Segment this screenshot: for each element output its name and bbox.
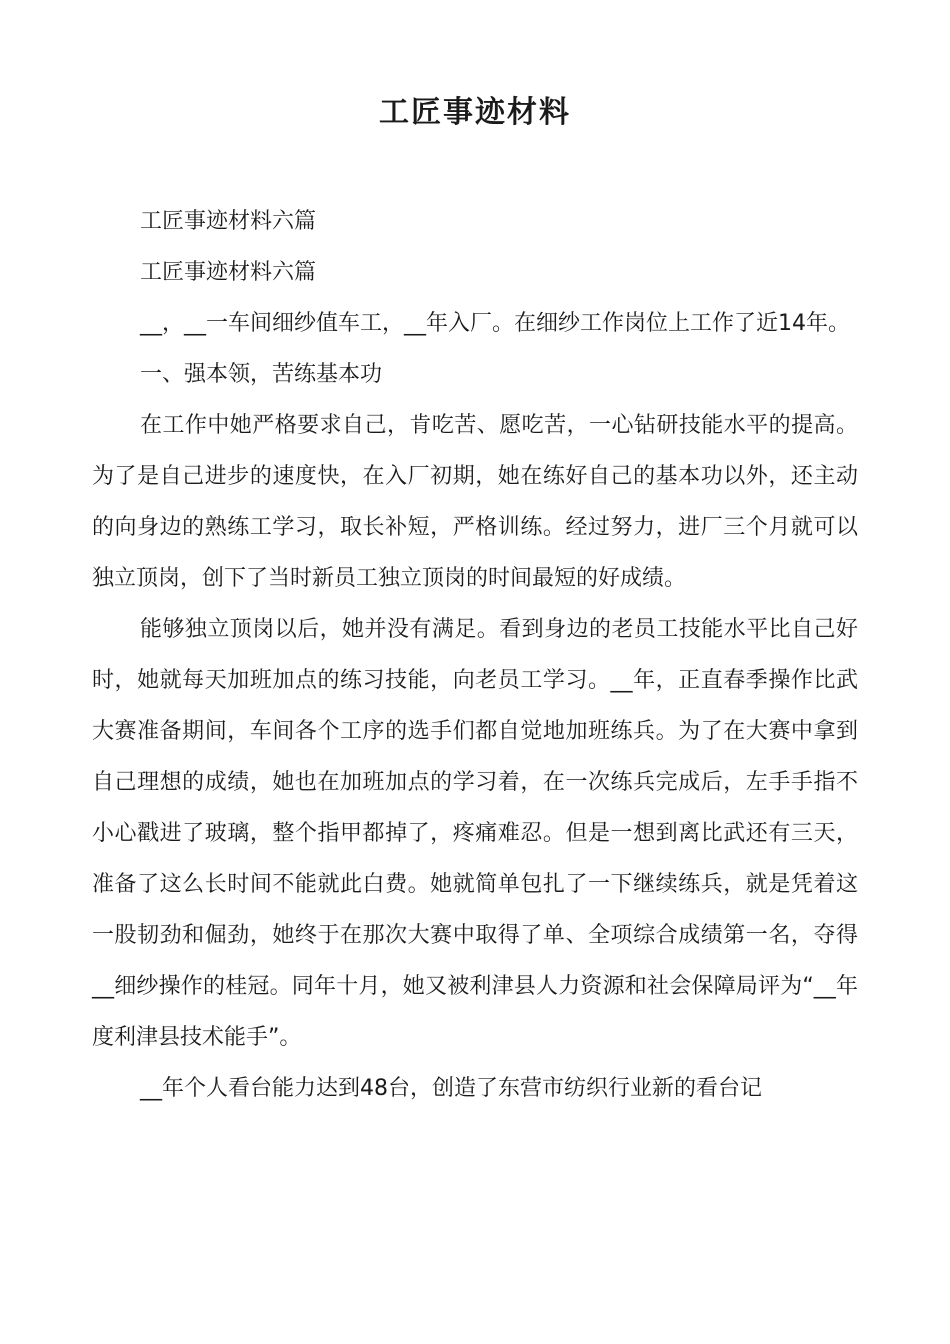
paragraph: 工匠事迹材料六篇 [140, 209, 317, 234]
document-body [92, 196, 858, 1114]
paragraph: __年个人看台能力达到48台，创造了东营市纺织行业新的看台记 [140, 1076, 762, 1101]
section-heading: 一、强本领，苦练基本功 [140, 362, 383, 387]
paragraph: 工匠事迹材料六篇 [140, 260, 317, 285]
paragraph: __，__一车间细纱值车工，__年入厂。在细纱工作岗位上工作了近14年。 [140, 311, 850, 336]
document-title: 工匠事迹材料 [379, 95, 571, 130]
paragraph: 能够独立顶岗以后，她并没有满足。看到身边的老员工技能水平比自己好时，她就每天加班加点的练习技能，向老员工学习。__年，正直春季操作比武大赛准备期间，车间各个工序的选手们都自觉地加班练兵。为了在大赛中拿到自己理想的成绩，她也在加班加点的学习着，在一次练兵完成后，左手手指不小心戳进了玻璃，整个指甲都掉了，疼痛难忍。但是一想到离比武还有三天，准备了这么长时间不能就此白费。她就简单包扎了一下继续练兵，就是凭着这一股韧劲和倔劲，她终于在那次大赛中取得了单、全项综合成绩第一名，夺得__细纱操作的桂冠。同年十月，她又被利津县人力资源和社会保障局评为“__年度利津县技术能手”。 [92, 617, 858, 1050]
paragraph: 在工作中她严格要求自己，肯吃苦、愿吃苦，一心钻研技能水平的提高。为了是自己进步的速度快，在入厂初期，她在练好自己的基本功以外，还主动的向身边的熟练工学习，取长补短，严格训练。经过努力，进厂三个月就可以独立顶岗，创下了当时新员工独立顶岗的时间最短的好成绩。 [92, 413, 858, 591]
